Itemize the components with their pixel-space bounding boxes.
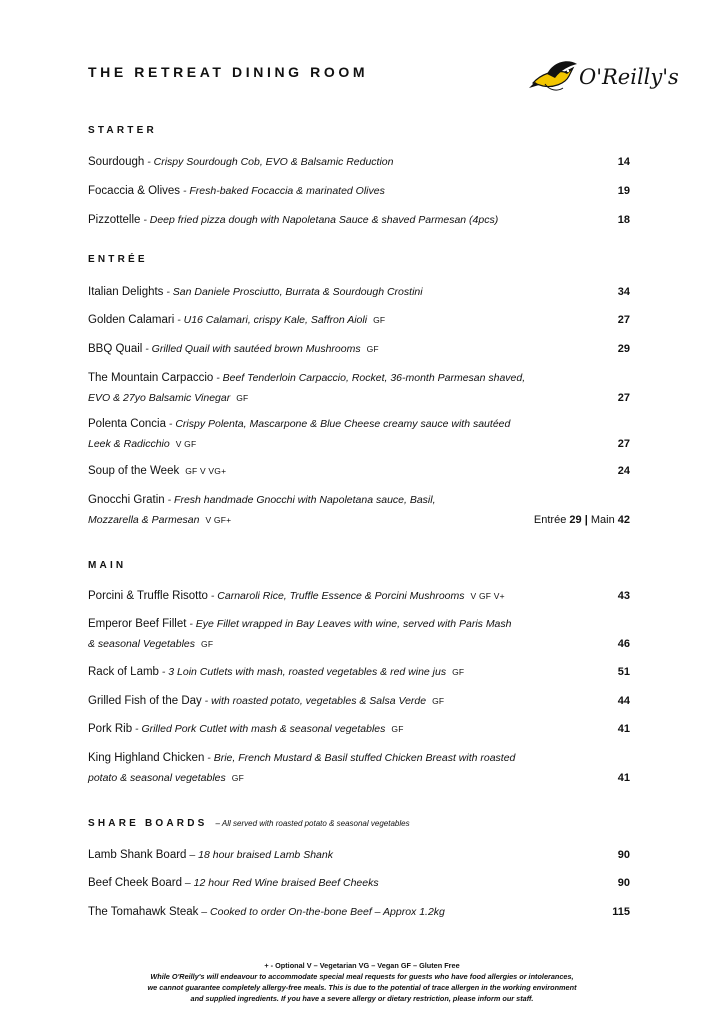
item-name: The Mountain Carpaccio: [88, 372, 214, 384]
item-name: The Tomahawk Steak: [88, 906, 199, 918]
item-description: - Eye Fillet wrapped in Bay Leaves with wine, served with Paris Mash: [186, 618, 512, 630]
item-description: – Cooked to order On-the-bone Beef – Approx 1.2kg: [198, 906, 445, 918]
menu-item: [88, 152, 630, 172]
item-price: 27: [617, 392, 630, 404]
dietary-tags: GF V VG+: [185, 466, 227, 476]
menu-item: [88, 662, 630, 682]
section-entree-heading: ENTRÉE: [88, 254, 148, 265]
menu-item: [88, 614, 630, 654]
item-description: - 3 Loin Cutlets with mash, roasted vegetables & red wine jus: [158, 666, 447, 678]
dietary-tags: GF: [452, 667, 465, 677]
item-description: – 18 hour braised Lamb Shank: [186, 849, 333, 861]
item-price: 46: [617, 638, 630, 650]
bird-logo-icon: [527, 52, 679, 100]
item-name: Emperor Beef Fillet: [88, 618, 187, 630]
item-name: Gnocchi Gratin: [88, 494, 165, 506]
dietary-tags: V GF: [175, 439, 197, 449]
item-description: - Beef Tenderloin Carpaccio, Rocket, 36-month Parmesan shaved,: [213, 372, 526, 384]
item-description: - Carnaroli Rice, Truffle Essence & Porcini Mushrooms: [207, 590, 465, 602]
item-name: BBQ Quail: [88, 343, 143, 355]
item-price: 41: [617, 723, 630, 735]
item-description: - Brie, French Mustard & Basil stuffed Chicken Breast with roasted: [204, 752, 516, 764]
item-name: Italian Delights: [88, 286, 164, 298]
section-starter-heading: STARTER: [88, 125, 157, 136]
item-price: 41: [617, 772, 630, 784]
item-price: 19: [617, 185, 630, 197]
item-name: Grilled Fish of the Day: [88, 695, 202, 707]
dietary-tags: GF: [432, 696, 445, 706]
item-description: - Crispy Polenta, Mascarpone & Blue Cheese creamy sauce with sautéed: [166, 418, 511, 430]
item-price: 27: [617, 314, 630, 326]
dietary-tags: V GF V+: [470, 591, 505, 601]
item-price: 44: [617, 695, 630, 707]
item-name: Polenta Concia: [88, 418, 166, 430]
dietary-tags: GF: [201, 639, 214, 649]
item-description: - Crispy Sourdough Cob, EVO & Balsamic Reduction: [144, 156, 394, 168]
oreillys-logo: [527, 52, 679, 100]
item-name: Focaccia & Olives: [88, 185, 181, 197]
menu-item: [88, 873, 630, 893]
item-name: Sourdough: [88, 156, 145, 168]
item-description: - San Daniele Prosciutto, Burrata & Sourdough Crostini: [163, 286, 423, 298]
item-name: Pork Rib: [88, 723, 133, 735]
item-price: 90: [617, 877, 630, 889]
item-description: - Fresh handmade Gnocchi with Napoletana sauce, Basil,: [164, 494, 436, 506]
item-description-cont: & seasonal Vegetables: [88, 638, 196, 650]
item-description: - U16 Calamari, crispy Kale, Saffron Aioli: [174, 314, 368, 326]
item-price: 24: [617, 465, 630, 477]
item-price: 29: [617, 343, 630, 355]
menu-item: [88, 691, 630, 711]
menu-item: [88, 282, 630, 302]
logo-text: O'Reilly's: [579, 65, 679, 89]
dietary-tags: GF: [391, 724, 404, 734]
item-description: - Fresh-baked Focaccia & marinated Olives: [180, 185, 385, 197]
section-share-heading: [88, 818, 410, 829]
menu-item: [88, 210, 630, 230]
item-price: 115: [612, 906, 630, 918]
share-heading-text: SHARE BOARDS: [88, 818, 208, 829]
item-name: Beef Cheek Board: [88, 877, 182, 889]
share-heading-note: – All served with roasted potato & seasonal vegetables: [215, 819, 410, 828]
dietary-tags: GF: [373, 315, 386, 325]
menu-item: [88, 310, 630, 330]
item-description: - Grilled Pork Cutlet with mash & seasonal vegetables: [132, 723, 386, 735]
dietary-tags: GF: [231, 773, 244, 783]
item-description: - Deep fried pizza dough with Napoletana Sauce & shaved Parmesan (4pcs): [140, 214, 499, 226]
split-price: [534, 510, 630, 530]
dietary-tags: V GF+: [205, 515, 232, 525]
item-description-cont: Leek & Radicchio: [88, 438, 170, 450]
item-price: 34: [617, 286, 630, 298]
menu-item: [88, 748, 630, 788]
menu-item: [88, 181, 630, 201]
item-description: - Grilled Quail with sautéed brown Mushrooms: [142, 343, 361, 355]
menu-item: [88, 719, 630, 739]
item-price: 51: [617, 666, 630, 678]
item-name: Golden Calamari: [88, 314, 175, 326]
menu-item: [88, 461, 630, 481]
dietary-legend: + - Optional V – Vegetarian VG – Vegan GF – Gluten Free: [264, 961, 460, 970]
menu-item: [88, 586, 630, 606]
item-description-cont: EVO & 27yo Balsamic Vinegar: [88, 392, 231, 404]
menu-item: [88, 368, 630, 408]
item-name: King Highland Chicken: [88, 752, 205, 764]
item-price: 90: [617, 849, 630, 861]
disclaimer-line-1: While O'Reilly's will endeavour to accommodate special meal requests for guests who have food allergies or intolerances,: [150, 972, 574, 981]
item-price: 18: [617, 214, 630, 226]
menu-item: [88, 339, 630, 359]
menu-item: [88, 845, 630, 865]
entree-price: 29: [569, 514, 582, 526]
item-name: Pizzottelle: [88, 214, 141, 226]
item-name: Lamb Shank Board: [88, 849, 187, 861]
item-name: Rack of Lamb: [88, 666, 159, 678]
item-description: - with roasted potato, vegetables & Salsa Verde: [201, 695, 427, 707]
entree-price-label: Entrée: [533, 514, 567, 526]
item-price: 43: [617, 590, 630, 602]
price-separator: |: [584, 514, 588, 526]
item-price: 27: [617, 438, 630, 450]
section-main-heading: MAIN: [88, 560, 127, 571]
item-description-cont: Mozzarella & Parmesan: [88, 514, 200, 526]
item-name: Soup of the Week: [88, 465, 180, 477]
main-price-label: Main: [590, 514, 615, 526]
item-description-cont: potato & seasonal vegetables: [88, 772, 226, 784]
main-price: 42: [617, 514, 630, 526]
dietary-tags: GF: [236, 393, 249, 403]
menu-item: [88, 902, 630, 922]
disclaimer-line-2: we cannot guarantee completely allergy-free meals. This is due to the potential of trace allergen in the working environment: [147, 983, 577, 992]
item-name: Porcini & Truffle Risotto: [88, 590, 208, 602]
item-description: – 12 hour Red Wine braised Beef Cheeks: [181, 877, 379, 889]
menu-item: [88, 490, 630, 530]
allergen-footer: [0, 960, 724, 1004]
menu-title: THE RETREAT DINING ROOM: [88, 64, 369, 80]
disclaimer-line-3: and supplied ingredients. If you have a severe allergy or dietary restriction, please inform our staff.: [190, 994, 534, 1003]
menu-item: [88, 414, 630, 454]
item-price: 14: [617, 156, 630, 168]
dietary-tags: GF: [366, 344, 379, 354]
